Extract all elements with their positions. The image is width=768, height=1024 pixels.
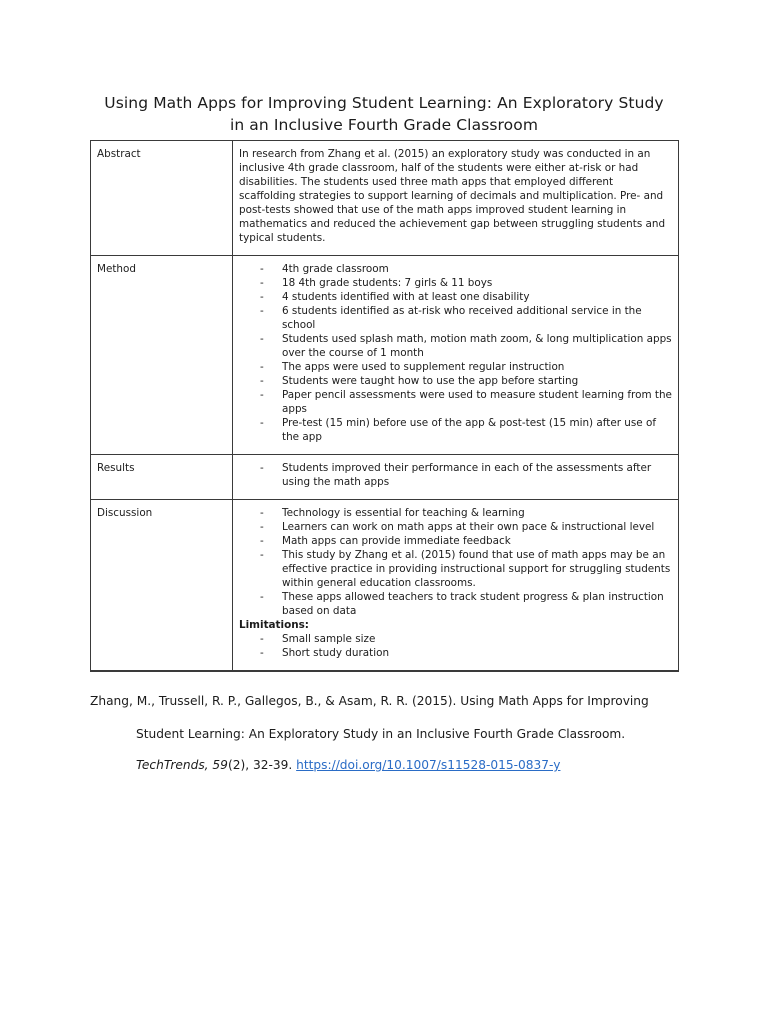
row-label-method: Method — [91, 256, 233, 455]
list-item: - 4 students identified with at least one disability — [260, 291, 530, 303]
list-item: - Short study duration — [260, 647, 390, 659]
results-cell — [233, 455, 679, 500]
page-title — [80, 92, 688, 136]
table-row-discussion — [91, 500, 679, 672]
list-item: - Paper pencil assessments were used to measure student learning from the apps — [260, 389, 672, 415]
summary-table — [90, 140, 679, 672]
row-label-results: Results — [91, 455, 233, 500]
method-cell — [233, 256, 679, 455]
journal-name: TechTrends, 59 — [136, 758, 228, 772]
title-line-1: Using Math Apps for Improving Student Learning: An Exploratory Study — [104, 94, 664, 112]
list-item: - Students were taught how to use the app before starting — [260, 375, 579, 387]
row-label-abstract: Abstract — [91, 141, 233, 256]
table-row-method — [91, 256, 679, 455]
list-item: - 4th grade classroom — [260, 263, 389, 275]
list-item: - 18 4th grade students: 7 girls & 11 boys — [260, 277, 493, 289]
table-row-abstract — [91, 141, 679, 256]
list-item: - The apps were used to supplement regular instruction — [260, 361, 565, 373]
doi-link[interactable]: https://doi.org/10.1007/s11528-015-0837-y — [296, 758, 561, 772]
table-row-results — [91, 455, 679, 500]
list-item: - Learners can work on math apps at their own pace & instructional level — [260, 521, 655, 533]
issue-pages: (2), 32-39. — [227, 758, 297, 772]
limitations-heading: Limitations: — [239, 619, 309, 631]
list-item: - Students used splash math, motion math zoom, & long multiplication apps over the course of 1 month — [260, 333, 672, 359]
row-label-discussion: Discussion — [91, 500, 233, 672]
title-line-2: in an Inclusive Fourth Grade Classroom — [229, 116, 539, 134]
limitations-list — [239, 632, 672, 660]
method-list — [239, 262, 672, 444]
discussion-cell — [233, 500, 679, 672]
list-item: - Math apps can provide immediate feedback — [260, 535, 511, 547]
list-item: - Pre-test (15 min) before use of the app & post-test (15 min) after use of the app — [260, 417, 657, 443]
list-item: - This study by Zhang et al. (2015) found that use of math apps may be an effective practice in providing instructional support for struggling students within general education classrooms. — [260, 549, 671, 589]
reference-line-1: Zhang, M., Trussell, R. P., Gallegos, B., & Asam, R. R. (2015). Using Math Apps for Improving — [90, 694, 649, 708]
list-item: - 6 students identified as at-risk who received additional service in the school — [260, 305, 642, 331]
results-list — [239, 461, 672, 489]
list-item: - These apps allowed teachers to track student progress & plan instruction based on data — [260, 591, 664, 617]
reference-line-2: Student Learning: An Exploratory Study in an Inclusive Fourth Grade Classroom. — [136, 727, 626, 741]
reference-line-3 — [136, 757, 560, 773]
list-item: - Students improved their performance in each of the assessments after using the math apps — [260, 462, 652, 488]
discussion-list — [239, 506, 672, 618]
abstract-text: In research from Zhang et al. (2015) an exploratory study was conducted in an inclusive 4th grade classroom, half of the students were either at-risk or had disabilities. The students used three math apps that employed different scaffolding strategies to support learning of decimals and multiplication. Pre- and post-tests showed that use of the math apps improved student learning in mathematics and reduced the achievement gap between struggling students and typical students. — [233, 141, 679, 256]
list-item: - Technology is essential for teaching & learning — [260, 507, 525, 519]
list-item: - Small sample size — [260, 633, 376, 645]
